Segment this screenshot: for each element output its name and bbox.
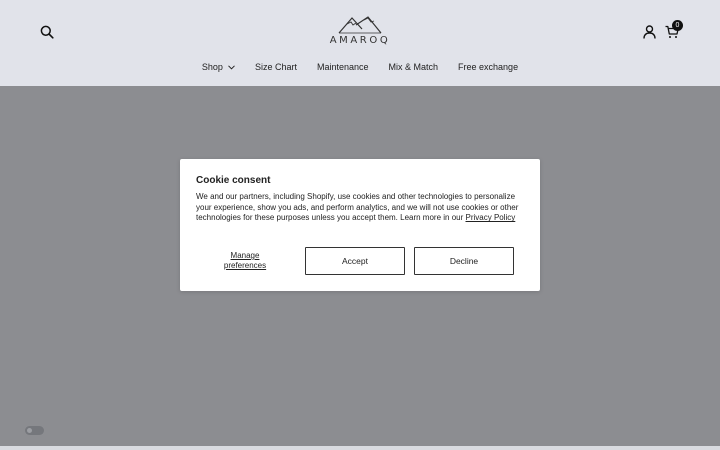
logo-text: AMAROQ bbox=[329, 35, 391, 46]
accessibility-toggle[interactable] bbox=[25, 426, 44, 435]
site-header bbox=[0, 0, 720, 86]
search-button[interactable] bbox=[36, 21, 58, 43]
nav-item-mix-match[interactable] bbox=[389, 62, 439, 72]
nav-item-size-chart[interactable] bbox=[255, 62, 297, 72]
cart-count-badge: 0 bbox=[672, 20, 683, 31]
main-nav bbox=[0, 58, 720, 76]
manage-preferences-link[interactable]: Manage preferences bbox=[223, 251, 267, 270]
nav-item-shop[interactable] bbox=[202, 62, 235, 72]
nav-item-label: Maintenance bbox=[316, 62, 369, 72]
nav-item-label: Mix & Match bbox=[388, 62, 439, 72]
nav-item-label: Free exchange bbox=[458, 62, 519, 72]
nav-item-free-exchange[interactable] bbox=[458, 62, 518, 72]
dialog-body-text: We and our partners, including Shopify, use cookies and other technologies to personalize your experience, show you ads, and perform analytics, and we will not use cookies or other technologies for these purposes unless you accept them. Learn more in our bbox=[196, 192, 519, 223]
nav-item-maintenance[interactable] bbox=[317, 62, 369, 72]
footer-strip bbox=[0, 446, 720, 450]
nav-item-label: Size Chart bbox=[254, 62, 297, 72]
dialog-title: Cookie consent bbox=[196, 175, 271, 186]
accept-button[interactable]: Accept bbox=[305, 247, 405, 275]
account-button[interactable] bbox=[638, 21, 660, 43]
chevron-down-icon bbox=[228, 65, 235, 70]
store-logo[interactable] bbox=[324, 14, 396, 48]
cart-button[interactable] bbox=[661, 21, 683, 43]
toggle-knob bbox=[27, 428, 32, 433]
dialog-body bbox=[196, 192, 528, 224]
nav-item-label: Shop bbox=[201, 62, 223, 72]
privacy-policy-link[interactable]: Privacy Policy bbox=[465, 213, 516, 223]
user-icon bbox=[643, 25, 656, 39]
search-icon bbox=[40, 25, 54, 39]
cookie-consent-dialog bbox=[180, 159, 540, 291]
mountain-logo-icon bbox=[338, 16, 382, 34]
decline-button[interactable]: Decline bbox=[414, 247, 514, 275]
